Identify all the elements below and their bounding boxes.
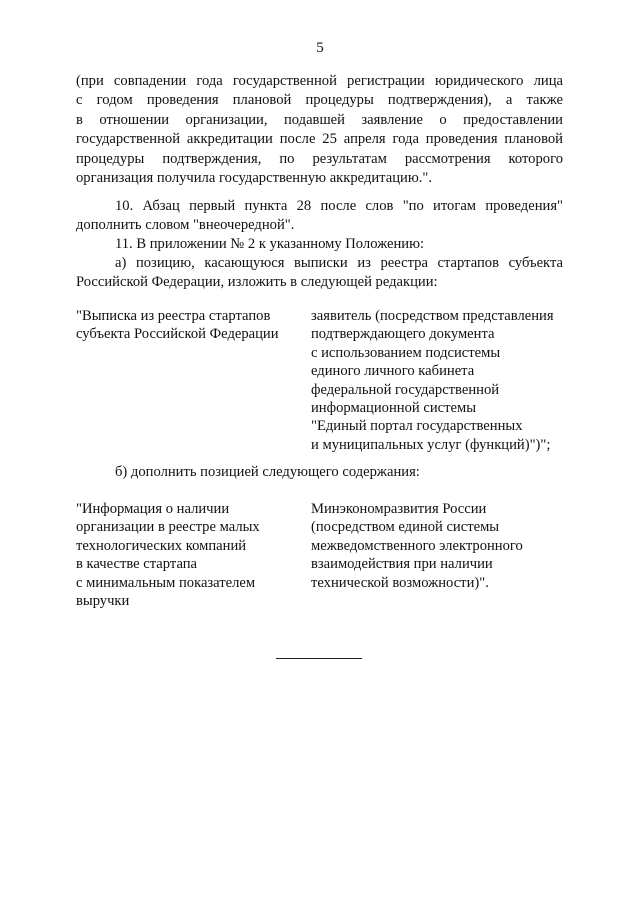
cell-line: в качестве стартапа: [76, 556, 198, 573]
paragraph-line: организация получила государственную аккредитацию.".: [76, 169, 432, 186]
cell-line: информационной системы: [311, 399, 477, 416]
cell-line: Минэкономразвития России: [311, 501, 487, 517]
cell-line: "Единый портал государственных: [311, 418, 523, 435]
item-11-heading: [76, 235, 563, 254]
paragraph-line: дополнить словом "внеочередной".: [76, 217, 295, 234]
cell-line: заявитель (посредством представления: [311, 308, 554, 324]
paragraph-line: б) дополнить позицией следующего содержания:: [115, 464, 420, 480]
paragraph-line: в отношении организации, подавшей заявление о предоставлении: [76, 111, 563, 128]
cell-line: "Информация о наличии: [76, 501, 230, 517]
cell-line: (посредством единой системы: [311, 519, 500, 536]
cell-line: межведомственного электронного: [311, 537, 523, 554]
paragraph-line: а) позицию, касающуюся выписки из реестра стартапов субъекта: [115, 255, 563, 271]
cell-line: технологических компаний: [76, 537, 247, 554]
paragraph-line: (при совпадении года государственной регистрации юридического лица: [76, 73, 563, 89]
cell-line: подтверждающего документа: [311, 326, 495, 343]
cell-line: с минимальным показателем: [76, 574, 256, 591]
cell-line: федеральной государственной: [311, 381, 500, 398]
cell-line: с использованием подсистемы: [311, 344, 501, 361]
paragraph-line: 10. Абзац первый пункта 28 после слов "по итогам проведения": [115, 198, 563, 214]
paragraph-line: государственной аккредитации после 25 апреля года проведения плановой: [76, 131, 563, 148]
paragraph-line: Российской Федерации, изложить в следующей редакции:: [76, 274, 438, 291]
cell-line: взаимодействия при наличии: [311, 556, 493, 573]
table-b-left-cell: [76, 500, 301, 610]
item-11-sub-b: [76, 463, 563, 482]
continuation-paragraph: [76, 72, 563, 188]
table-a-left-cell: [76, 307, 301, 344]
end-of-document-rule: [276, 658, 362, 659]
cell-line: единого личного кабинета: [311, 363, 475, 380]
item-10-paragraph: [76, 197, 563, 236]
cell-line: технической возможности)".: [311, 574, 489, 591]
table-a-right-cell: [311, 307, 573, 454]
cell-line: выручки: [76, 592, 130, 609]
page-number: 5: [316, 40, 324, 56]
cell-line: организации в реестре малых: [76, 519, 260, 536]
cell-line: "Выписка из реестра стартапов: [76, 308, 271, 324]
paragraph-line: процедуры подтверждения, по результатам рассмотрения которого: [76, 150, 563, 167]
cell-line: субъекта Российской Федерации: [76, 326, 279, 343]
item-11-sub-a: [76, 254, 563, 293]
paragraph-line: с годом проведения плановой процедуры подтверждения), а также: [76, 92, 563, 109]
cell-line: и муниципальных услуг (функций)")";: [311, 436, 551, 453]
table-b-right-cell: [311, 500, 573, 592]
paragraph-line: 11. В приложении № 2 к указанному Положению:: [115, 236, 425, 252]
